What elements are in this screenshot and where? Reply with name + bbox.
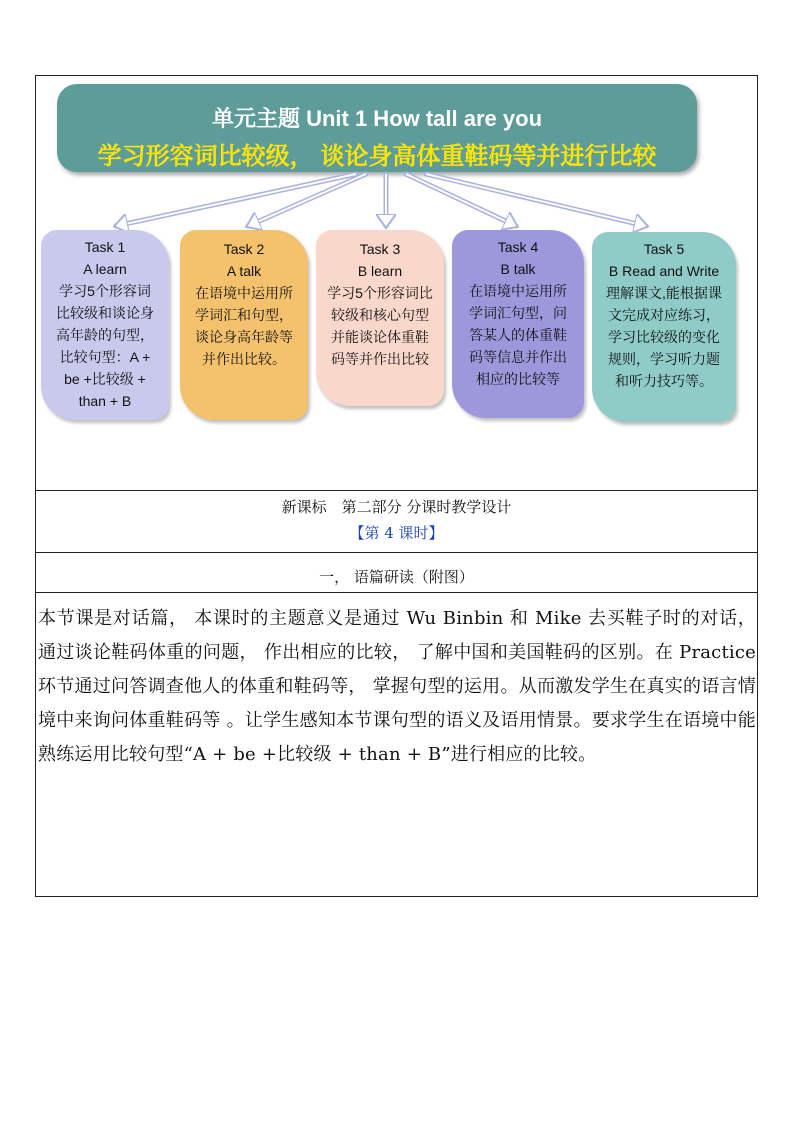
- table-divider: [36, 592, 757, 593]
- task-4-line: 相应的比较等: [476, 371, 560, 387]
- task-card-5: [592, 232, 736, 422]
- task-4-line: 在语境中运用所: [469, 283, 567, 299]
- task-5-line: 文完成对应练习，: [608, 307, 720, 323]
- task-1-line: 比较级和谈论身: [56, 305, 154, 321]
- text-study-heading: 一， 语篇研读（附图）: [319, 568, 474, 586]
- task-1-line: 高年龄的句型，: [56, 327, 154, 343]
- task-card-2: [180, 230, 308, 420]
- table-divider: [36, 552, 757, 553]
- table-divider: [36, 490, 757, 491]
- task-1-line: 比较句型：A +: [59, 349, 151, 365]
- task-2-line: 在语境中运用所: [195, 285, 293, 301]
- task-5-line: 理解课文,能根据课: [606, 285, 722, 301]
- unit-theme-title: 单元主题 Unit 1 How tall are you: [211, 106, 543, 131]
- task-card-3: [316, 230, 444, 406]
- task-3-line: 学习5个形容词比: [327, 285, 433, 301]
- task-1-line: 学习5个形容词: [59, 283, 151, 299]
- task-3-line: 码等并作出比较: [331, 351, 429, 367]
- task-card-4: [452, 230, 584, 418]
- task-2-line: A talk: [226, 263, 262, 279]
- task-4-line: B talk: [500, 261, 536, 277]
- task-4-line: Task 4: [497, 239, 539, 255]
- task-5-line: 规则，学习听力题: [608, 351, 720, 367]
- task-2-line: 并作出比较。: [202, 351, 286, 367]
- task-3-line: B learn: [357, 263, 403, 279]
- task-3-line: Task 3: [359, 241, 401, 257]
- task-3-line: 较级和核心句型: [331, 307, 429, 323]
- task-4-line: 码等信息并作出: [469, 349, 567, 365]
- task-5-line: 和听力技巧等。: [615, 373, 713, 389]
- task-arrows: [36, 76, 759, 236]
- task-1-line: than + B: [78, 393, 132, 409]
- task-2-line: 学词汇和句型，: [195, 307, 293, 323]
- lesson-plan-table: [35, 75, 758, 897]
- task-2-line: Task 2: [223, 241, 265, 257]
- unit-theme-subtitle: 学习形容词比较级， 谈论身高体重鞋码等并进行比较: [97, 143, 657, 170]
- task-4-line: 学词汇句型，问: [469, 305, 567, 321]
- task-card-1: [41, 230, 169, 420]
- task-5-line: 学习比较级的变化: [608, 329, 720, 345]
- section-heading: 新课标 第二部分 分课时教学设计: [281, 498, 512, 516]
- task-1-line: be +比较级 +: [64, 371, 146, 387]
- task-2-line: 谈论身高年龄等: [195, 329, 293, 345]
- text-study-paragraph: 本节课是对话篇， 本课时的主题意义是通过 Wu Binbin 和 Mike 去买鞋子时的对话，通过谈论鞋码体重的问题， 作出相应的比较， 了解中国和美国鞋码的区别。在 Practice 环节通过问答调查他人的体重和鞋码等， 掌握句型的运用。从而激发学生在真实的语言情境中来询问体重鞋码等 。让学生感知本节课句型的语义及语用情景。要求学生在语境中能熟练运用比较句型“A + be +比较级 + than + B”进行相应的比较。: [38, 608, 756, 765]
- task-5-line: B Read and Write: [608, 263, 720, 279]
- task-1-line: A learn: [83, 261, 127, 277]
- task-1-line: Task 1: [84, 239, 126, 255]
- lesson-number: 【第 4 课时】: [349, 524, 444, 542]
- task-4-line: 答某人的体重鞋: [469, 327, 567, 343]
- task-5-line: Task 5: [643, 241, 685, 257]
- task-3-line: 并能谈论体重鞋: [331, 329, 429, 345]
